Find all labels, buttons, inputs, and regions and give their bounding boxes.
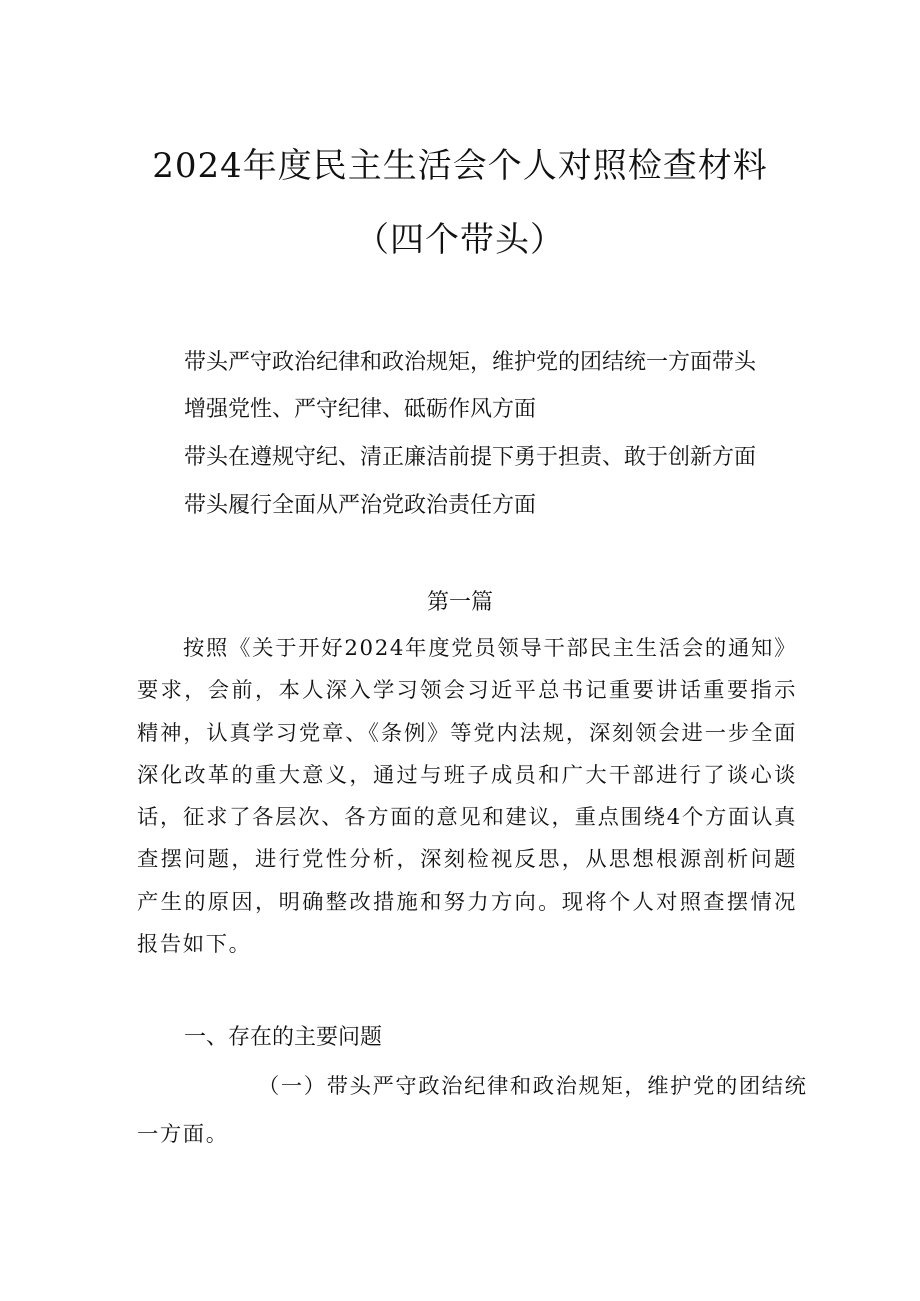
heading-existing-problems: 一、存在的主要问题	[184, 1025, 383, 1050]
section-title: 第一篇	[426, 590, 493, 615]
toc-item-2: 增强党性、严守纪律、砥砺作风方面	[184, 397, 537, 422]
sub-heading-line-1: （一）带头严守政治纪律和政治规矩，维护党的团结统	[258, 1074, 808, 1099]
sub-heading-line-2: 一方面。	[137, 1122, 229, 1147]
document-title: 2024年度民主生活会个人对照检查材料	[152, 146, 768, 186]
toc-item-3: 带头在遵规守纪、清正廉洁前提下勇于担责、敢于创新方面	[184, 445, 757, 470]
document-subtitle: （四个带头）	[355, 220, 565, 260]
toc-item-4: 带头履行全面从严治党政治责任方面	[184, 493, 537, 518]
intro-paragraph: 按照《关于开好2024年度党员领导干部民主生活会的通知》要求，会前，本人深入学习领会习近平总书记重要讲话重要指示精神，认真学习党章、《条例》等党内法规，深刻领会进一步全面深化改革的重大意义，通过与班子成员和广大干部进行了谈心谈话，征求了各层次、各方面的意见和建议，重点围绕4个方面认真查摆问题，进行党性分析，深刻检视反思，从思想根源剖析问题产生的原因，明确整改措施和努力方向。现将个人对照查摆情况报告如下。	[137, 636, 797, 958]
toc-item-1: 带头严守政治纪律和政治规矩，维护党的团结统一方面带头	[184, 350, 757, 375]
